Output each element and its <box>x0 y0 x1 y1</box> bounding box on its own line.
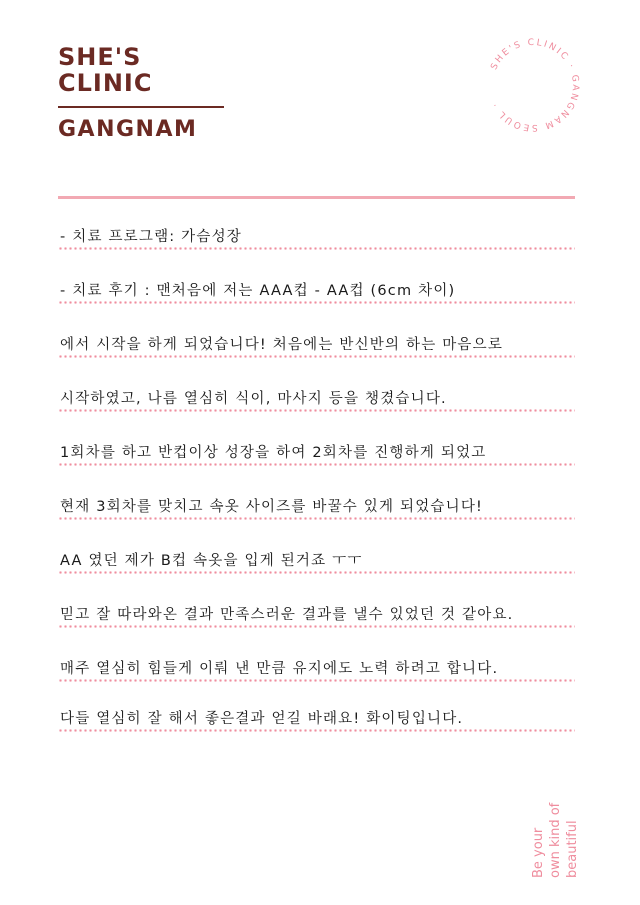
tagline-line-3: beautiful <box>565 820 580 878</box>
note-line-text: 1회차를 하고 반컵이상 성장을 하여 2회차를 진행하게 되었고 <box>60 445 487 461</box>
stamp-text: SHE'S CLINIC · GANGNAM SEOUL · <box>489 37 581 133</box>
note-line-text: 믿고 잘 따라와온 결과 만족스러운 결과를 낼수 있었던 것 같아요. <box>60 607 514 623</box>
dotted-rule <box>58 301 575 304</box>
clinic-stamp <box>478 30 588 140</box>
note-line <box>58 272 575 304</box>
logo-line-3: GANGNAM <box>58 117 198 142</box>
note-line-text: 시작하였고, 나름 열심히 식이, 마사지 등을 챙겼습니다. <box>60 391 447 407</box>
dotted-rule <box>58 517 575 520</box>
svg-text:SHE'S CLINIC · GANGNAM SEOUL · <box>489 38 580 132</box>
note-line-text: 에서 시작을 하게 되었습니다! 처음에는 반신반의 하는 마음으로 <box>60 337 504 353</box>
note-line-text: - 치료 후기 : 맨처음에 저는 AAA컵 - AA컵 (6cm 차이) <box>60 283 456 299</box>
note-line-text: 다들 열심히 잘 해서 좋은결과 얻길 바래요! 화이팅입니다. <box>60 711 464 727</box>
dotted-rule <box>58 729 575 732</box>
dotted-rule <box>58 679 575 682</box>
tagline-line-2: own kind of <box>548 802 563 878</box>
tagline <box>526 780 586 880</box>
note-line <box>58 488 575 520</box>
note-line-text: 현재 3회차를 맞치고 속옷 사이즈를 바꿀수 있게 되었습니다! <box>60 499 484 515</box>
note-line <box>58 650 575 682</box>
dotted-rule <box>58 571 575 574</box>
dotted-rule <box>58 247 575 250</box>
note-line <box>58 326 575 358</box>
dotted-rule <box>58 625 575 628</box>
logo-line-1: SHE'S <box>58 43 142 71</box>
header-divider <box>58 196 575 199</box>
dotted-rule <box>58 355 575 358</box>
tagline-line-1: Be your <box>531 827 546 878</box>
logo-divider <box>58 106 224 108</box>
dotted-rule <box>58 409 575 412</box>
note-line-text: - 치료 프로그램: 가슴성장 <box>60 229 243 245</box>
note-line <box>58 380 575 412</box>
note-line <box>58 218 575 250</box>
note-line <box>58 434 575 466</box>
note-line <box>58 596 575 628</box>
note-line-text: 매주 열심히 힘들게 이뤄 낸 만큼 유지에도 노력 하려고 합니다. <box>60 661 499 677</box>
logo-line-2: CLINIC <box>58 69 153 97</box>
clinic-logo <box>58 44 224 142</box>
note-line <box>58 542 575 574</box>
note-line <box>58 700 575 732</box>
note-line-text: AA 였던 제가 B컵 속옷을 입게 된거죠 ㅜㅜ <box>60 553 363 569</box>
dotted-rule <box>58 463 575 466</box>
